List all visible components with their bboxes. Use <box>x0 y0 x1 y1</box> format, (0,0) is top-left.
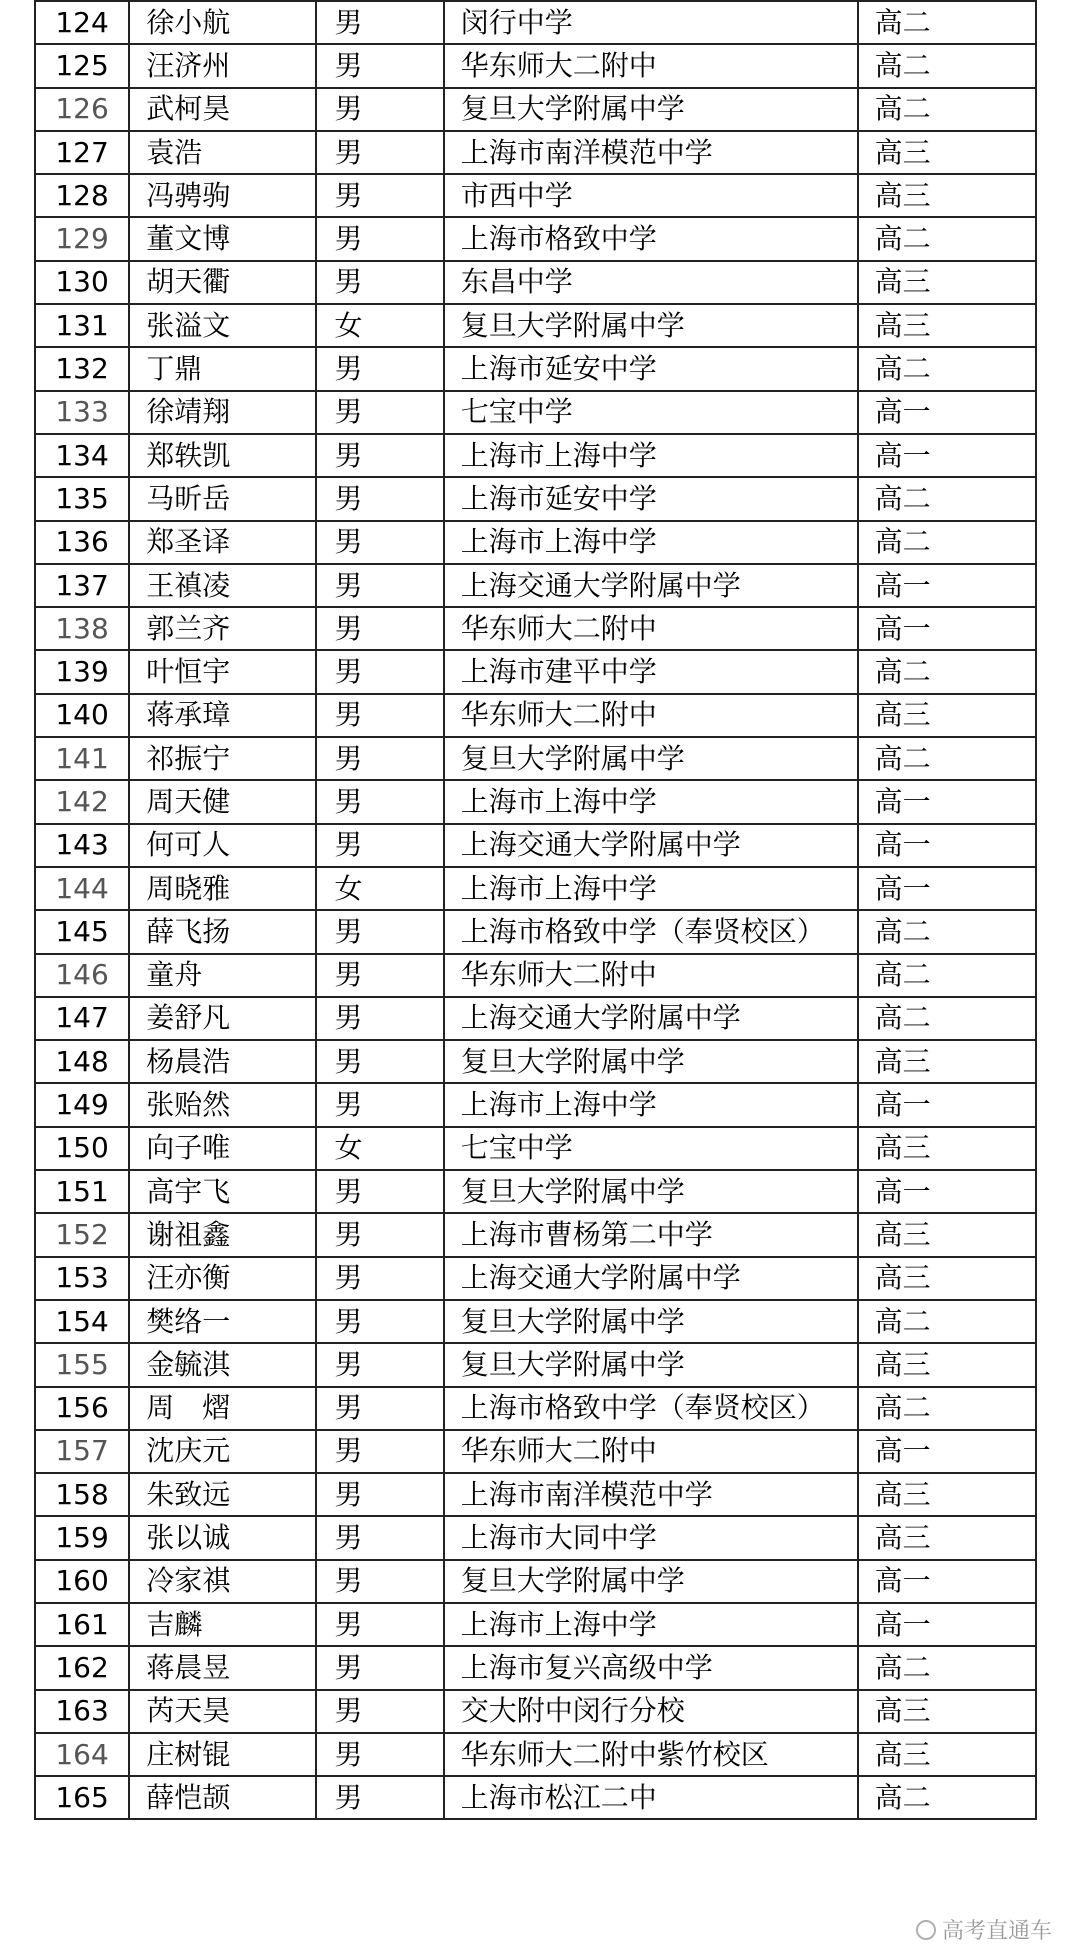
grade-level: 高三 <box>858 1257 1036 1300</box>
student-sex: 男 <box>316 564 444 607</box>
school-name: 上海市曹杨第二中学 <box>444 1213 858 1256</box>
grade-level: 高一 <box>858 607 1036 650</box>
student-sex: 男 <box>316 1300 444 1343</box>
row-number: 144 <box>35 867 129 910</box>
student-sex: 男 <box>316 347 444 390</box>
student-sex: 男 <box>316 694 444 737</box>
grade-level: 高三 <box>858 1127 1036 1170</box>
student-sex: 男 <box>316 1516 444 1559</box>
grade-level: 高三 <box>858 1473 1036 1516</box>
row-number: 156 <box>35 1387 129 1430</box>
school-name: 复旦大学附属中学 <box>444 1560 858 1603</box>
school-name: 上海市格致中学 <box>444 217 858 260</box>
table-row <box>35 737 1036 780</box>
table-row <box>35 954 1036 997</box>
row-number: 137 <box>35 564 129 607</box>
grade-level: 高二 <box>858 910 1036 953</box>
grade-level: 高二 <box>858 477 1036 520</box>
student-sex: 男 <box>316 997 444 1040</box>
student-sex: 女 <box>316 304 444 347</box>
student-name: 武柯昊 <box>129 88 315 131</box>
student-sex: 男 <box>316 1776 444 1819</box>
table-row <box>35 174 1036 217</box>
student-sex: 男 <box>316 1083 444 1126</box>
row-number: 140 <box>35 694 129 737</box>
grade-level: 高二 <box>858 954 1036 997</box>
table-row <box>35 1343 1036 1386</box>
student-sex: 男 <box>316 477 444 520</box>
student-name: 马昕岳 <box>129 477 315 520</box>
student-name: 汪亦衡 <box>129 1257 315 1300</box>
student-sex: 男 <box>316 1690 444 1733</box>
school-name: 复旦大学附属中学 <box>444 304 858 347</box>
table-row <box>35 1213 1036 1256</box>
table-row <box>35 131 1036 174</box>
grade-level: 高一 <box>858 1603 1036 1646</box>
student-sex: 男 <box>316 910 444 953</box>
student-sex: 男 <box>316 1170 444 1213</box>
student-name: 汪济州 <box>129 44 315 87</box>
student-name: 童舟 <box>129 954 315 997</box>
table-row <box>35 694 1036 737</box>
grade-level: 高二 <box>858 1387 1036 1430</box>
table-row <box>35 1127 1036 1170</box>
school-name: 上海市建平中学 <box>444 650 858 693</box>
row-number: 141 <box>35 737 129 780</box>
row-number: 147 <box>35 997 129 1040</box>
table-row <box>35 1300 1036 1343</box>
student-sex: 男 <box>316 737 444 780</box>
row-number: 149 <box>35 1083 129 1126</box>
grade-level: 高二 <box>858 1776 1036 1819</box>
grade-level: 高一 <box>858 1170 1036 1213</box>
student-name: 朱致远 <box>129 1473 315 1516</box>
school-name: 市西中学 <box>444 174 858 217</box>
student-sex: 男 <box>316 391 444 434</box>
grade-level: 高二 <box>858 650 1036 693</box>
grade-level: 高二 <box>858 1 1036 44</box>
row-number: 131 <box>35 304 129 347</box>
row-number: 146 <box>35 954 129 997</box>
student-name: 郑轶凯 <box>129 434 315 477</box>
table-row <box>35 1690 1036 1733</box>
school-name: 复旦大学附属中学 <box>444 1343 858 1386</box>
table-row <box>35 1733 1036 1776</box>
row-number: 130 <box>35 261 129 304</box>
table-row <box>35 261 1036 304</box>
row-number: 145 <box>35 910 129 953</box>
student-name: 冷家祺 <box>129 1560 315 1603</box>
student-name: 樊络一 <box>129 1300 315 1343</box>
table-row <box>35 1776 1036 1819</box>
table-row <box>35 44 1036 87</box>
school-name: 闵行中学 <box>444 1 858 44</box>
student-name: 姜舒凡 <box>129 997 315 1040</box>
student-name: 祁振宁 <box>129 737 315 780</box>
grade-level: 高一 <box>858 824 1036 867</box>
grade-level: 高三 <box>858 1040 1036 1083</box>
table-row <box>35 434 1036 477</box>
table-row <box>35 1170 1036 1213</box>
table-row <box>35 1473 1036 1516</box>
student-name: 高宇飞 <box>129 1170 315 1213</box>
table-row <box>35 1646 1036 1689</box>
student-name: 庄树锟 <box>129 1733 315 1776</box>
table-row <box>35 477 1036 520</box>
student-name: 杨晨浩 <box>129 1040 315 1083</box>
grade-level: 高三 <box>858 304 1036 347</box>
table-row <box>35 521 1036 564</box>
row-number: 126 <box>35 88 129 131</box>
row-number: 159 <box>35 1516 129 1559</box>
student-sex: 男 <box>316 1 444 44</box>
row-number: 135 <box>35 477 129 520</box>
row-number: 124 <box>35 1 129 44</box>
student-sex: 男 <box>316 1387 444 1430</box>
student-sex: 男 <box>316 44 444 87</box>
student-name: 郭兰齐 <box>129 607 315 650</box>
student-sex: 男 <box>316 650 444 693</box>
row-number: 151 <box>35 1170 129 1213</box>
school-name: 东昌中学 <box>444 261 858 304</box>
school-name: 复旦大学附属中学 <box>444 1040 858 1083</box>
grade-level: 高二 <box>858 1646 1036 1689</box>
row-number: 133 <box>35 391 129 434</box>
student-name: 王禛凌 <box>129 564 315 607</box>
school-name: 上海市南洋模范中学 <box>444 1473 858 1516</box>
school-name: 上海市格致中学（奉贤校区） <box>444 910 858 953</box>
student-name: 叶恒宇 <box>129 650 315 693</box>
student-sex: 男 <box>316 1430 444 1473</box>
table-row <box>35 391 1036 434</box>
student-sex: 男 <box>316 1733 444 1776</box>
student-sex: 男 <box>316 174 444 217</box>
student-name: 冯骋驹 <box>129 174 315 217</box>
student-sex: 男 <box>316 217 444 260</box>
table-row <box>35 1 1036 44</box>
school-name: 上海市上海中学 <box>444 434 858 477</box>
student-name: 周天健 <box>129 780 315 823</box>
grade-level: 高二 <box>858 217 1036 260</box>
student-sex: 男 <box>316 1213 444 1256</box>
table-row <box>35 1516 1036 1559</box>
row-number: 143 <box>35 824 129 867</box>
table-row <box>35 1040 1036 1083</box>
school-name: 上海市延安中学 <box>444 347 858 390</box>
student-name: 沈庆元 <box>129 1430 315 1473</box>
student-name: 张贻然 <box>129 1083 315 1126</box>
grade-level: 高二 <box>858 737 1036 780</box>
school-name: 上海市上海中学 <box>444 1603 858 1646</box>
grade-level: 高一 <box>858 564 1036 607</box>
student-sex: 男 <box>316 131 444 174</box>
table-row <box>35 1257 1036 1300</box>
student-name: 蒋晨昱 <box>129 1646 315 1689</box>
table-row <box>35 1560 1036 1603</box>
school-name: 上海市松江二中 <box>444 1776 858 1819</box>
school-name: 上海市大同中学 <box>444 1516 858 1559</box>
row-number: 127 <box>35 131 129 174</box>
student-name: 谢祖鑫 <box>129 1213 315 1256</box>
student-sex: 男 <box>316 607 444 650</box>
table-row <box>35 1083 1036 1126</box>
grade-level: 高一 <box>858 780 1036 823</box>
table-row <box>35 650 1036 693</box>
row-number: 158 <box>35 1473 129 1516</box>
school-name: 七宝中学 <box>444 1127 858 1170</box>
school-name: 上海交通大学附属中学 <box>444 824 858 867</box>
table-body <box>35 1 1036 1819</box>
school-name: 复旦大学附属中学 <box>444 737 858 780</box>
row-number: 163 <box>35 1690 129 1733</box>
student-name: 袁浩 <box>129 131 315 174</box>
student-name: 芮天昊 <box>129 1690 315 1733</box>
school-name: 华东师大二附中 <box>444 954 858 997</box>
student-name: 薛恺颉 <box>129 1776 315 1819</box>
grade-level: 高一 <box>858 1430 1036 1473</box>
row-number: 128 <box>35 174 129 217</box>
table-row <box>35 997 1036 1040</box>
grade-level: 高一 <box>858 1083 1036 1126</box>
row-number: 138 <box>35 607 129 650</box>
row-number: 160 <box>35 1560 129 1603</box>
row-number: 153 <box>35 1257 129 1300</box>
row-number: 136 <box>35 521 129 564</box>
grade-level: 高三 <box>858 1343 1036 1386</box>
student-name: 何可人 <box>129 824 315 867</box>
row-number: 165 <box>35 1776 129 1819</box>
row-number: 155 <box>35 1343 129 1386</box>
student-sex: 男 <box>316 780 444 823</box>
student-name: 张溢文 <box>129 304 315 347</box>
grade-level: 高三 <box>858 174 1036 217</box>
grade-level: 高一 <box>858 1560 1036 1603</box>
student-sex: 男 <box>316 954 444 997</box>
grade-level: 高二 <box>858 347 1036 390</box>
student-name: 徐靖翔 <box>129 391 315 434</box>
row-number: 134 <box>35 434 129 477</box>
school-name: 上海市南洋模范中学 <box>444 131 858 174</box>
grade-level: 高一 <box>858 434 1036 477</box>
grade-level: 高二 <box>858 88 1036 131</box>
student-name: 向子唯 <box>129 1127 315 1170</box>
grade-level: 高二 <box>858 997 1036 1040</box>
school-name: 复旦大学附属中学 <box>444 88 858 131</box>
student-sex: 男 <box>316 1257 444 1300</box>
student-sex: 男 <box>316 1646 444 1689</box>
table-row <box>35 910 1036 953</box>
student-name: 郑圣译 <box>129 521 315 564</box>
grade-level: 高三 <box>858 694 1036 737</box>
school-name: 上海市上海中学 <box>444 521 858 564</box>
row-number: 150 <box>35 1127 129 1170</box>
student-list-sheet <box>34 0 1037 1820</box>
school-name: 上海市复兴高级中学 <box>444 1646 858 1689</box>
student-name: 吉麟 <box>129 1603 315 1646</box>
row-number: 142 <box>35 780 129 823</box>
row-number: 164 <box>35 1733 129 1776</box>
table-row <box>35 607 1036 650</box>
table-row <box>35 1603 1036 1646</box>
school-name: 华东师大二附中紫竹校区 <box>444 1733 858 1776</box>
school-name: 华东师大二附中 <box>444 44 858 87</box>
grade-level: 高三 <box>858 131 1036 174</box>
table-row <box>35 1387 1036 1430</box>
student-sex: 男 <box>316 1560 444 1603</box>
row-number: 152 <box>35 1213 129 1256</box>
table-row <box>35 88 1036 131</box>
student-name: 胡天衢 <box>129 261 315 304</box>
school-name: 华东师大二附中 <box>444 694 858 737</box>
school-name: 七宝中学 <box>444 391 858 434</box>
student-name: 张以诚 <box>129 1516 315 1559</box>
school-name: 交大附中闵行分校 <box>444 1690 858 1733</box>
student-name: 薛飞扬 <box>129 910 315 953</box>
grade-level: 高三 <box>858 261 1036 304</box>
school-name: 上海交通大学附属中学 <box>444 997 858 1040</box>
student-sex: 男 <box>316 88 444 131</box>
row-number: 162 <box>35 1646 129 1689</box>
student-sex: 男 <box>316 261 444 304</box>
row-number: 161 <box>35 1603 129 1646</box>
row-number: 125 <box>35 44 129 87</box>
row-number: 157 <box>35 1430 129 1473</box>
grade-level: 高二 <box>858 521 1036 564</box>
watermark <box>916 1914 1052 1945</box>
school-name: 上海市延安中学 <box>444 477 858 520</box>
student-name: 蒋承璋 <box>129 694 315 737</box>
student-name: 金毓淇 <box>129 1343 315 1386</box>
school-name: 上海市上海中学 <box>444 867 858 910</box>
table-row <box>35 347 1036 390</box>
grade-level: 高三 <box>858 1213 1036 1256</box>
table-row <box>35 564 1036 607</box>
school-name: 上海交通大学附属中学 <box>444 1257 858 1300</box>
table-row <box>35 304 1036 347</box>
student-sex: 男 <box>316 1603 444 1646</box>
student-sex: 女 <box>316 867 444 910</box>
student-name: 丁鼎 <box>129 347 315 390</box>
student-sex: 女 <box>316 1127 444 1170</box>
wechat-channel-icon <box>916 1920 936 1940</box>
row-number: 139 <box>35 650 129 693</box>
school-name: 复旦大学附属中学 <box>444 1300 858 1343</box>
grade-level: 高三 <box>858 1516 1036 1559</box>
table-row <box>35 1430 1036 1473</box>
grade-level: 高一 <box>858 391 1036 434</box>
school-name: 上海市上海中学 <box>444 1083 858 1126</box>
row-number: 132 <box>35 347 129 390</box>
row-number: 148 <box>35 1040 129 1083</box>
student-name: 徐小航 <box>129 1 315 44</box>
school-name: 上海市格致中学（奉贤校区） <box>444 1387 858 1430</box>
school-name: 上海市上海中学 <box>444 780 858 823</box>
school-name: 复旦大学附属中学 <box>444 1170 858 1213</box>
table-row <box>35 217 1036 260</box>
student-sex: 男 <box>316 521 444 564</box>
row-number: 154 <box>35 1300 129 1343</box>
student-sex: 男 <box>316 824 444 867</box>
row-number: 129 <box>35 217 129 260</box>
school-name: 上海交通大学附属中学 <box>444 564 858 607</box>
table-row <box>35 867 1036 910</box>
school-name: 华东师大二附中 <box>444 1430 858 1473</box>
student-name: 周晓雅 <box>129 867 315 910</box>
table-row <box>35 780 1036 823</box>
student-sex: 男 <box>316 1040 444 1083</box>
student-sex: 男 <box>316 434 444 477</box>
student-sex: 男 <box>316 1343 444 1386</box>
grade-level: 高一 <box>858 867 1036 910</box>
table-row <box>35 824 1036 867</box>
grade-level: 高二 <box>858 1300 1036 1343</box>
student-sex: 男 <box>316 1473 444 1516</box>
student-name: 周 熠 <box>129 1387 315 1430</box>
grade-level: 高三 <box>858 1733 1036 1776</box>
school-name: 华东师大二附中 <box>444 607 858 650</box>
student-name: 董文博 <box>129 217 315 260</box>
watermark-text: 高考直通车 <box>941 1919 1052 1944</box>
student-table <box>34 0 1037 1820</box>
grade-level: 高三 <box>858 1690 1036 1733</box>
grade-level: 高二 <box>858 44 1036 87</box>
